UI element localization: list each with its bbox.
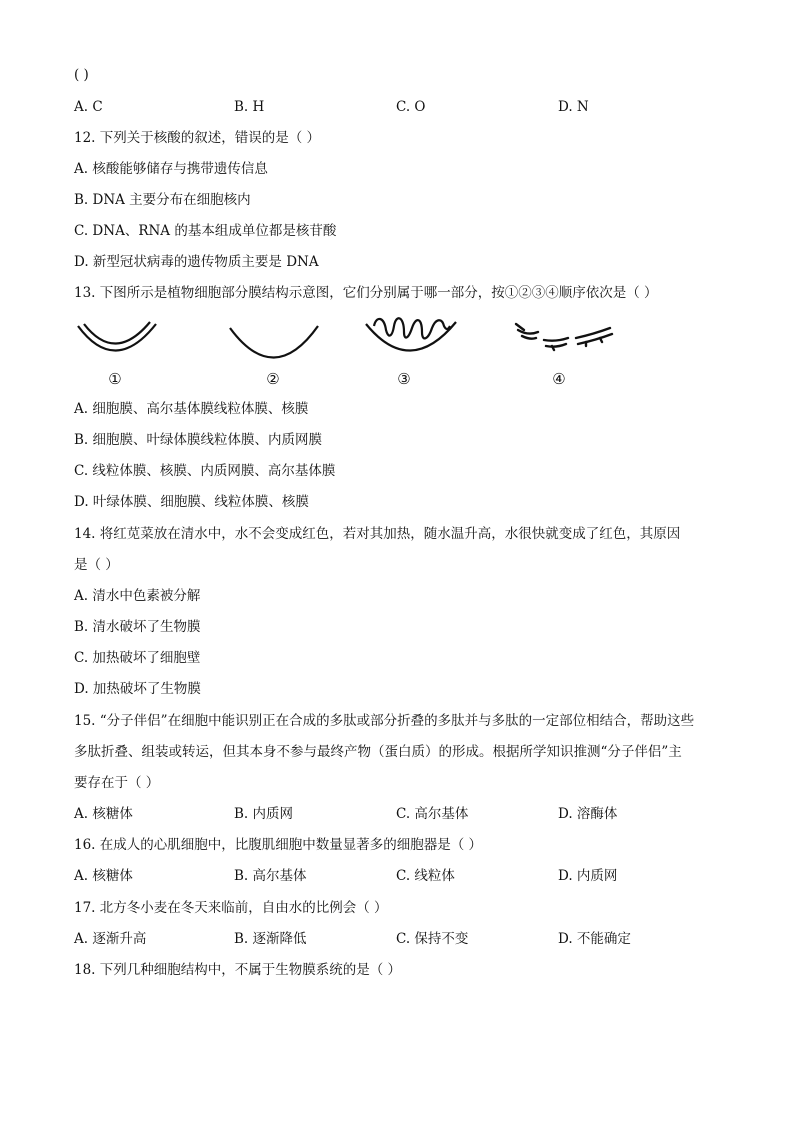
q17-option-d: D. 不能确定 [558,931,631,947]
membrane-2-single [230,326,318,358]
q15-stem-line-3: 要存在于（ ） [74,775,160,791]
q15-option-a: A. 核糖体 [74,806,133,822]
q17-option-b: B. 逐渐降低 [234,931,307,947]
q13-option-d: D. 叶绿体膜、细胞膜、线粒体膜、核膜 [74,494,309,510]
q12-option-a: A. 核酸能够储存与携带遗传信息 [74,161,268,177]
q11-option-c: C. O [396,99,426,115]
membrane-4-pores [516,324,612,350]
q13-option-c: C. 线粒体膜、核膜、内质网膜、高尔基体膜 [74,463,336,479]
membrane-1-double [78,322,156,351]
q16-option-a: A. 核糖体 [74,868,133,884]
figure-label-4: ④ [552,370,566,388]
q16-option-d: D. 内质网 [558,868,618,884]
q11-answer-bracket: ( ) [74,67,89,83]
q18-stem: 18. 下列几种细胞结构中，不属于生物膜系统的是（ ） [74,962,402,978]
q15-stem-line-2: 多肽折叠、组装或转运，但其本身不参与最终产物（蛋白质）的形成。根据所学知识推测“分子伴侣”主 [74,744,682,760]
q12-option-d: D. 新型冠状病毒的遗传物质主要是 DNA [74,254,319,270]
q14-stem-line-1: 14. 将红苋菜放在清水中，水不会变成红色，若对其加热，随水温升高，水很快就变成了红色，其原因 [74,526,681,542]
q14-option-a: A. 清水中色素被分解 [74,588,201,604]
figure-label-3: ③ [397,370,411,388]
q15-stem-line-1: 15. “分子伴侣”在细胞中能识别正在合成的多肽或部分折叠的多肽并与多肽的一定部位相结合，帮助这些 [74,713,695,729]
q17-option-c: C. 保持不变 [396,931,469,947]
q11-option-d: D. N [558,99,589,115]
q16-option-c: C. 线粒体 [396,868,455,884]
q17-option-a: A. 逐渐升高 [74,931,147,947]
q14-stem-line-2: 是（ ） [74,557,119,573]
q15-option-d: D. 溶酶体 [558,806,618,822]
q14-option-c: C. 加热破坏了细胞壁 [74,650,201,666]
q15-option-c: C. 高尔基体 [396,806,469,822]
figure-label-1: ① [108,370,122,388]
membrane-3-folded [366,318,456,350]
q14-option-d: D. 加热破坏了生物膜 [74,681,201,697]
q14-option-b: B. 清水破坏了生物膜 [74,619,201,635]
q12-option-b: B. DNA 主要分布在细胞核内 [74,192,251,208]
q11-option-a: A. C [74,99,103,115]
q13-option-a: A. 细胞膜、高尔基体膜线粒体膜、核膜 [74,401,309,417]
membrane-diagram [70,316,630,392]
q16-stem: 16. 在成人的心肌细胞中，比腹肌细胞中数量显著多的细胞器是（ ） [74,837,483,853]
q17-stem: 17. 北方冬小麦在冬天来临前，自由水的比例会（ ） [74,900,388,916]
q16-option-b: B. 高尔基体 [234,868,307,884]
q12-stem: 12. 下列关于核酸的叙述，错误的是（ ） [74,130,321,146]
q11-option-b: B. H [234,99,265,115]
q15-option-b: B. 内质网 [234,806,294,822]
membrane-drawings [70,316,630,368]
figure-label-2: ② [266,370,280,388]
q13-option-b: B. 细胞膜、叶绿体膜线粒体膜、内质网膜 [74,432,323,448]
q12-option-c: C. DNA、RNA 的基本组成单位都是核苷酸 [74,223,337,239]
q13-stem: 13. 下图所示是植物细胞部分膜结构示意图，它们分别属于哪一部分，按①②③④顺序依次是（ ） [74,285,658,301]
